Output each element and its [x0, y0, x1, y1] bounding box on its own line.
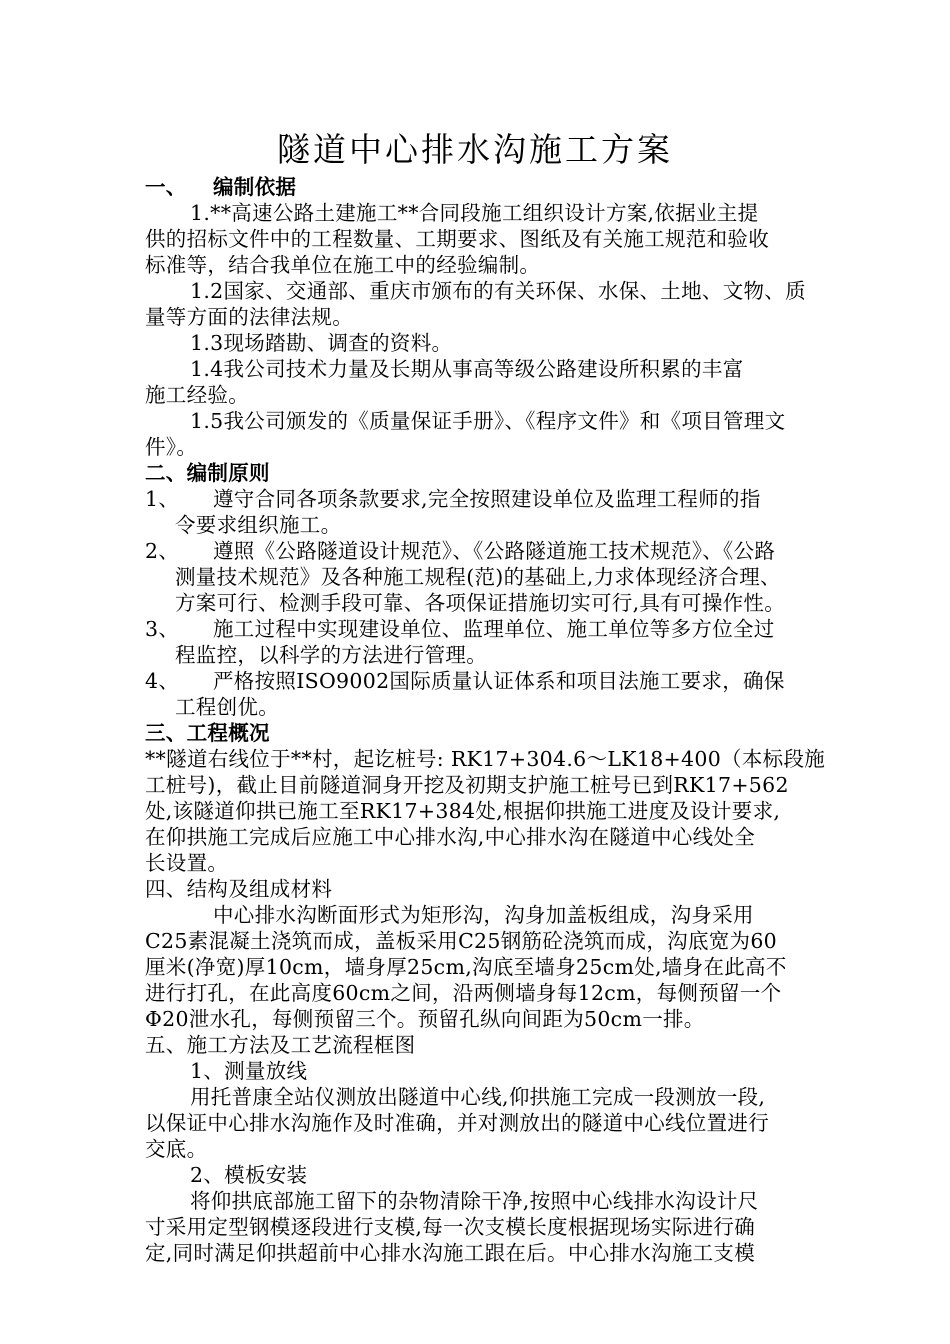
- list-text: 施工过程中实现建设单位、监理单位、施工单位等多方位全过: [213, 617, 775, 641]
- paragraph-line: 将仰拱底部施工留下的杂物清除干净,按照中心线排水沟设计尺: [190, 1189, 759, 1213]
- paragraph-line: 处,该隧道仰拱已施工至RK17+384处,根据仰拱施工进度及设计要求,: [145, 799, 781, 823]
- paragraph-line: 在仰拱施工完成后应施工中心排水沟,中心排水沟在隧道中心线处全: [145, 825, 756, 849]
- list-text-cont: 令要求组织施工。: [175, 513, 342, 537]
- list-item: [145, 616, 775, 642]
- section-heading-4: 四、结构及组成材料: [145, 877, 333, 901]
- subsection-heading: 1、测量放线: [190, 1059, 308, 1083]
- document-title: 隧道中心排水沟施工方案: [277, 130, 673, 169]
- section-heading-5: 五、施工方法及工艺流程框图: [145, 1033, 416, 1057]
- list-number: 1、: [145, 487, 180, 511]
- paragraph-line: Φ20泄水孔，每侧预留三个。预留孔纵向间距为50cm一排。: [145, 1007, 705, 1031]
- section-heading-1: [145, 174, 296, 200]
- section-number: 一、: [145, 175, 187, 199]
- list-text-cont: 工程创优。: [175, 695, 279, 719]
- list-item: [145, 538, 775, 564]
- section-heading-text: 编制依据: [213, 175, 297, 199]
- list-item: [145, 668, 785, 694]
- subsection-heading: 2、模板安装: [190, 1163, 308, 1187]
- paragraph-line: 1.3现场踏勘、调查的资料。: [190, 331, 453, 355]
- paragraph-line: 厘米(净宽)厚10cm，墙身厚25cm,沟底至墙身25cm处,墙身在此高不: [145, 955, 787, 979]
- section-heading-3: 三、工程概况: [145, 721, 270, 745]
- list-text: 遵照《公路隧道设计规范》、《公路隧道施工技术规范》、《公路: [213, 539, 776, 563]
- list-text-cont: 方案可行、检测手段可靠、各项保证措施切实可行,具有可操作性。: [175, 591, 786, 615]
- paragraph-line: 寸采用定型钢模逐段进行支模,每一次支模长度根据现场实际进行确: [145, 1215, 756, 1239]
- paragraph-line: 件》。: [145, 435, 198, 459]
- paragraph-line: 1.2国家、交通部、重庆市颁布的有关环保、水保、土地、文物、质: [190, 279, 806, 303]
- paragraph-line: C25素混凝土浇筑而成，盖板采用C25钢筋砼浇筑而成，沟底宽为60: [145, 929, 778, 953]
- paragraph-line: 工桩号)，截止目前隧道洞身开挖及初期支护施工桩号已到RK17+562: [145, 773, 789, 797]
- paragraph-line: 交底。: [145, 1137, 208, 1161]
- paragraph-line: 标准等，结合我单位在施工中的经验编制。: [145, 253, 541, 277]
- list-text-cont: 测量技术规范》及各种施工规程(范)的基础上,力求体现经济合理、: [175, 565, 781, 589]
- paragraph-line: 供的招标文件中的工程数量、工期要求、图纸及有关施工规范和验收: [145, 227, 769, 251]
- paragraph-line: 施工经验。: [145, 383, 249, 407]
- paragraph-line: **隧道右线位于**村，起讫桩号: RK17+304.6～LK18+400（本标段施: [145, 747, 826, 771]
- paragraph-line: 长设置。: [145, 851, 229, 875]
- list-text: 遵守合同各项条款要求,完全按照建设单位及监理工程师的指: [213, 487, 761, 511]
- paragraph-line: 量等方面的法律法规。: [145, 305, 353, 329]
- paragraph-line: 用托普康全站仪测放出隧道中心线,仰拱施工完成一段测放一段,: [190, 1085, 766, 1109]
- paragraph-line: 1.5我公司颁发的《质量保证手册》、《程序文件》和《项目管理文: [190, 409, 786, 433]
- paragraph-line: 1.**高速公路土建施工**合同段施工组织设计方案,依据业主提: [190, 201, 759, 225]
- list-number: 4、: [145, 669, 180, 693]
- section-heading-2: 二、编制原则: [145, 461, 270, 485]
- paragraph-line: 定,同时满足仰拱超前中心排水沟施工跟在后。中心排水沟施工支模: [145, 1241, 756, 1265]
- paragraph-line: 以保证中心排水沟施作及时准确，并对测放出的隧道中心线位置进行: [145, 1111, 769, 1135]
- paragraph-line: 1.4我公司技术力量及长期从事高等级公路建设所积累的丰富: [190, 357, 744, 381]
- list-item: [145, 486, 761, 512]
- list-text-cont: 程监控，以科学的方法进行管理。: [175, 643, 487, 667]
- list-text: 严格按照ISO9002国际质量认证体系和项目法施工要求，确保: [213, 669, 785, 693]
- list-number: 3、: [145, 617, 180, 641]
- paragraph-line: 进行打孔，在此高度60cm之间，沿两侧墙身每12cm，每侧预留一个: [145, 981, 782, 1005]
- list-number: 2、: [145, 539, 180, 563]
- paragraph-line: 中心排水沟断面形式为矩形沟，沟身加盖板组成，沟身采用: [213, 903, 754, 927]
